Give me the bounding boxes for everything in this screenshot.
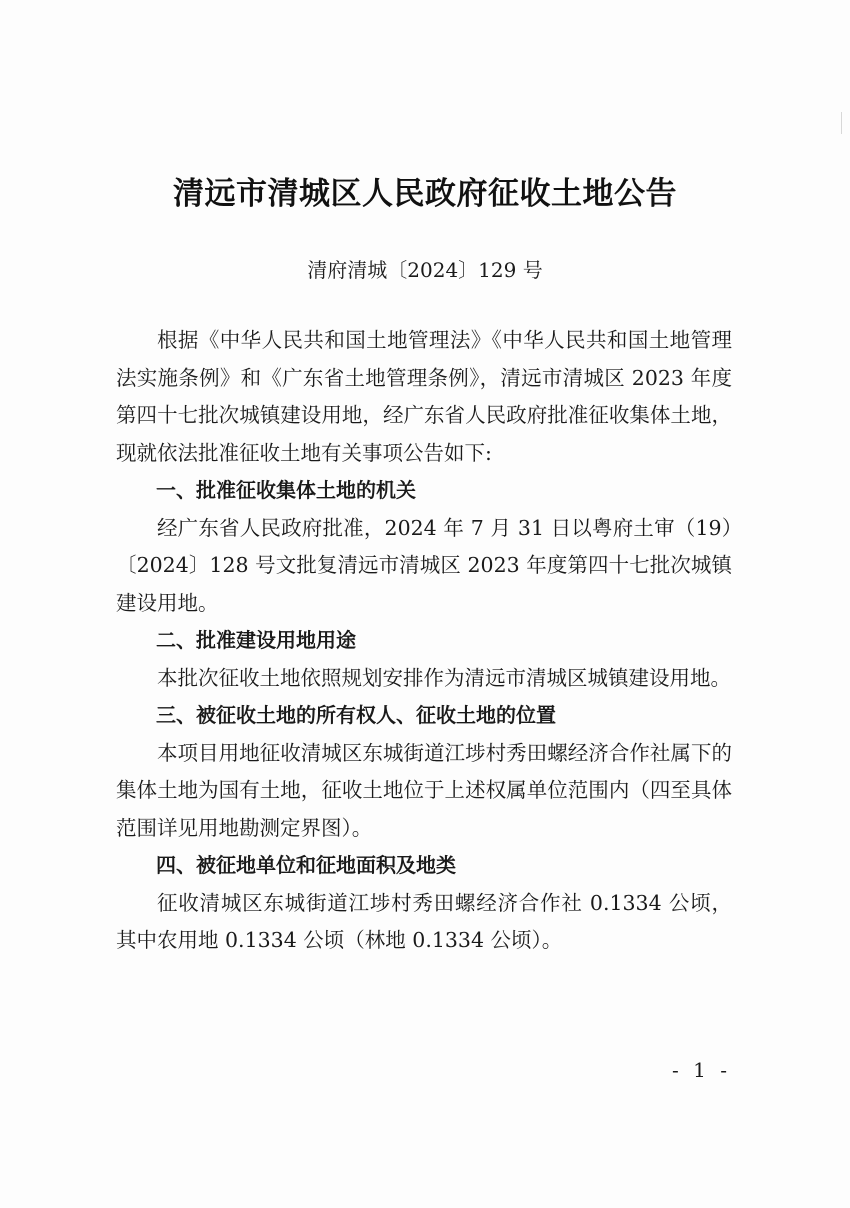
section-paragraph-1: 经广东省人民政府批准，2024 年 7 月 31 日以粤府土审（19）〔2024〕128 号文批复清远市清城区 2023 年度第四十七批次城镇建设用地。 <box>116 515 732 615</box>
section-heading-1: 一、批准征收集体土地的机关 <box>156 478 416 502</box>
section-heading-4: 四、被征地单位和征地面积及地类 <box>156 853 456 877</box>
intro-paragraph: 根据《中华人民共和国土地管理法》《中华人民共和国土地管理法实施条例》和《广东省土地管理条例》，清远市清城区 2023 年度第四十七批次城镇建设用地，经广东省人民政府批准征收集体土地，现就依法批准征收土地有关事项公告如下: <box>116 328 732 465</box>
scan-mark <box>841 112 842 134</box>
document-number: 清府清城〔2024〕129 号 <box>307 258 543 282</box>
section-paragraph-2: 本批次征收土地依照规划安排作为清远市清城区城镇建设用地。 <box>157 665 731 690</box>
document-body <box>116 322 732 960</box>
section-paragraph-4: 征收清城区东城街道江埗村秀田螺经济合作社 0.1334 公顷，其中农用地 0.1334 公顷（林地 0.1334 公顷）。 <box>116 890 732 952</box>
section-paragraph-3: 本项目用地征收清城区东城街道江埗村秀田螺经济合作社属下的集体土地为国有土地，征收土地位于上述权属单位范围内（四至具体范围详见用地勘测定界图）。 <box>116 740 732 840</box>
page-number: - 1 - <box>672 1058 731 1082</box>
section-heading-2: 二、批准建设用地用途 <box>156 628 356 652</box>
section-heading-3: 三、被征收土地的所有权人、征收土地的位置 <box>156 703 556 727</box>
document-title: 清远市清城区人民政府征收土地公告 <box>173 176 677 212</box>
